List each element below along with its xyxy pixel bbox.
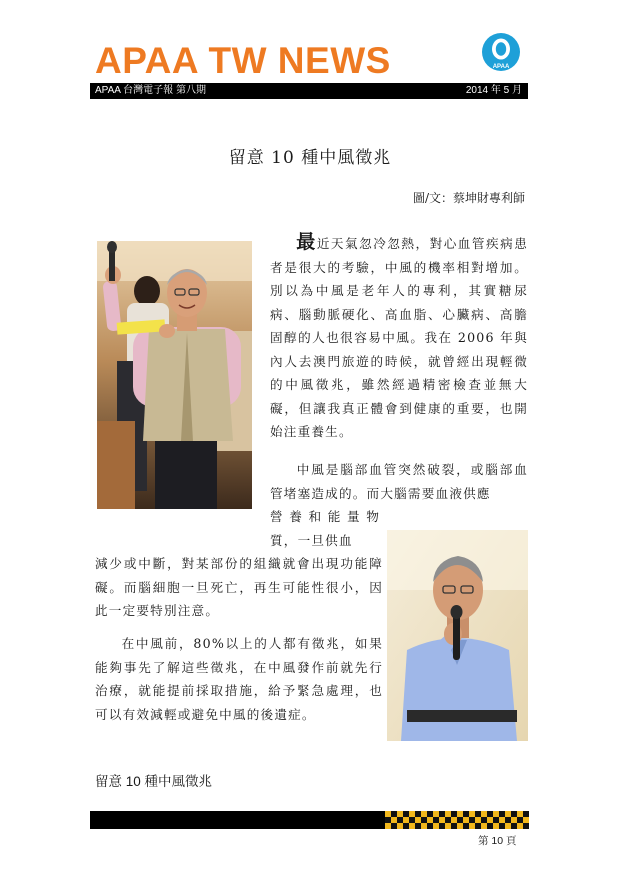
footer-checker-pattern (385, 811, 529, 829)
header-bar (90, 83, 528, 99)
masthead-title: APAA TW NEWS (95, 40, 391, 81)
issue-subtitle: APAA 台灣電子報 第八期 (95, 85, 206, 96)
photo-speaker-holding-microphone (97, 241, 252, 509)
article-caption: 留意 10 種中風徵兆 (95, 774, 213, 789)
paragraph-2-text-1: 中風是腦部血管突然破裂，或腦部血管堵塞造成的。而大腦需要血液供應 (270, 462, 528, 501)
logo-text: APAA (492, 64, 510, 70)
article-paragraph-3 (95, 632, 383, 726)
article-paragraph-1 (270, 231, 528, 444)
paragraph-3-text: 在中風前，80%以上的人都有徵兆，如果能夠事先了解這些徵兆，在中風發作前就先行治療，就能提前採取措施，給予緊急處理，也可以有效減輕或避免中風的後遺症。 (95, 636, 383, 722)
article-byline: 圖/文：蔡坤財專利師 (412, 191, 525, 205)
article-paragraph-2-part-2: 營養和能量物質，一旦供血 (270, 509, 380, 548)
article-paragraph-2-part-1 (270, 458, 528, 505)
photo-speaker-talking (387, 530, 528, 741)
apaa-logo-icon (481, 32, 521, 72)
issue-date: 2014 年 5 月 (465, 85, 522, 96)
page-number: 第 10 頁 (478, 835, 517, 847)
article-paragraph-2-part-3: 減少或中斷，對某部份的組織就會出現功能障礙。而腦細胞一旦死亡，再生可能性很小，因此一定要特別注意。 (95, 556, 383, 618)
paragraph-1-text: 近天氣忽冷忽熱，對心血管疾病患者是很大的考驗，中風的機率相對增加。別以為中風是老年人的專利，其實糖尿病、腦動脈硬化、高血脂、心臟病、高膽固醇的人也很容易中風。我在 2006 年與內人去澳門旅遊的時候，就曾經出現輕微的中風徵兆，雖然經過精密檢查並無大礙，但讓我真正體會到健康的重要，也開始注重養生。 (270, 236, 528, 439)
article-title: 留意 10 種中風徵兆 (228, 148, 392, 168)
paragraph-dropcap: 最 (296, 231, 317, 253)
